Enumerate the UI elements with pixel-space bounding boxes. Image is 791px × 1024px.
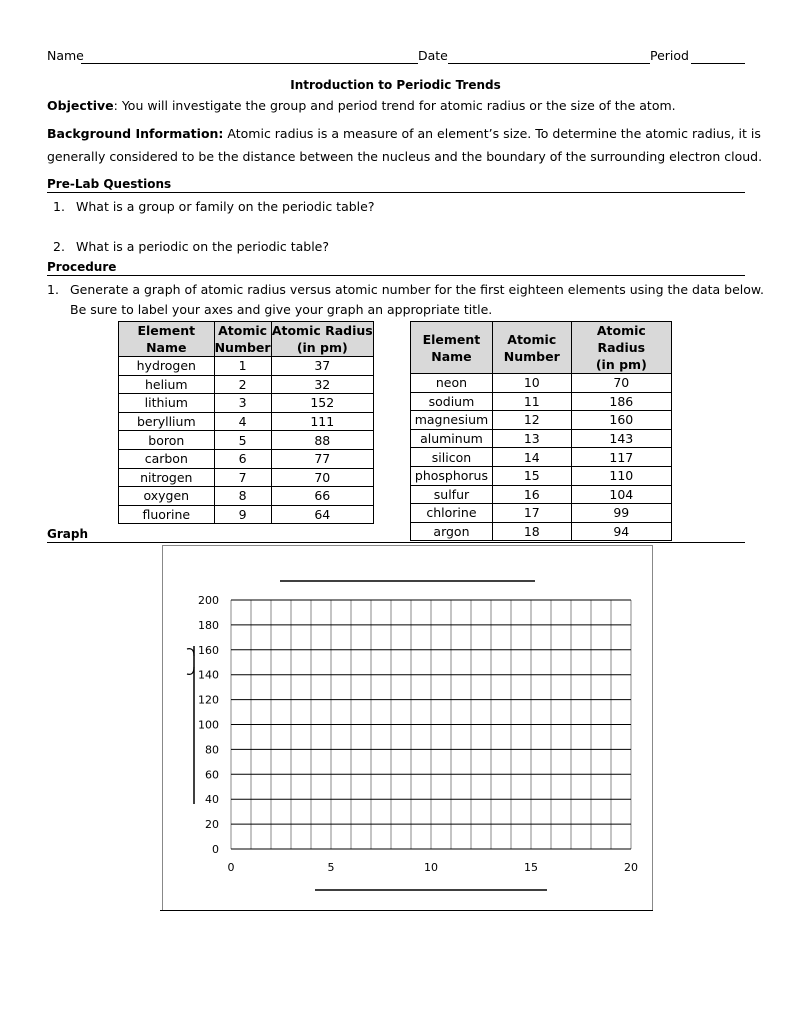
name-label: Name: [47, 48, 84, 63]
background-text-2: generally considered to be the distance between the nucleus and the boundary of the surrounding electron cloud.: [47, 149, 763, 164]
element-name-cell: lithium: [119, 394, 215, 413]
element-name-cell: aluminum: [411, 429, 493, 448]
table-row: [119, 468, 374, 487]
atomic-radius-cell: 143: [571, 429, 671, 448]
graph-frame: [162, 545, 653, 911]
element-table-right: [410, 321, 672, 541]
element-name-cell: silicon: [411, 448, 493, 467]
y-label-bracket-bottom: [187, 667, 194, 674]
atomic-radius-graph: [163, 546, 652, 910]
date-label: Date: [418, 48, 448, 63]
graph-heading: Graph: [47, 527, 745, 543]
atomic-radius-cell: 110: [571, 466, 671, 485]
atomic-number-cell: 6: [214, 449, 271, 468]
page-title: Introduction to Periodic Trends: [290, 78, 501, 92]
table-row: [119, 487, 374, 506]
question-text: What is a group or family on the periodic table?: [76, 199, 375, 214]
name-blank[interactable]: [81, 63, 418, 64]
objective-paragraph: [47, 98, 676, 113]
table-row: [411, 374, 672, 393]
table-row: [411, 411, 672, 430]
header-atomic-number: Atomic Number: [492, 322, 571, 374]
atomic-radius-cell: 152: [271, 394, 373, 413]
y-tick-label: 100: [198, 718, 219, 732]
element-name-cell: hydrogen: [119, 357, 215, 376]
objective-text: : You will investigate the group and period trend for atomic radius or the size of the atom.: [113, 98, 676, 113]
procedure-heading: Procedure: [47, 260, 745, 276]
question-text: What is a periodic on the periodic table?: [76, 239, 330, 254]
atomic-number-cell: 3: [214, 394, 271, 413]
y-label-bracket-top: [187, 649, 194, 656]
header-atomic-number: Atomic Number: [214, 323, 271, 355]
table-row: [119, 357, 374, 376]
element-table-left: [118, 321, 374, 524]
date-blank[interactable]: [448, 63, 650, 64]
atomic-radius-cell: 104: [571, 485, 671, 504]
question-number: 2.: [53, 239, 65, 254]
background-label: Background Information:: [47, 126, 224, 141]
element-name-cell: magnesium: [411, 411, 493, 430]
step-text-line-2: Be sure to label your axes and give your graph an appropriate title.: [70, 302, 493, 317]
atomic-radius-cell: 70: [271, 468, 373, 487]
graph-baseline: [160, 910, 653, 911]
y-tick-label: 20: [205, 818, 219, 832]
atomic-number-cell: 16: [492, 485, 571, 504]
x-tick-label: 0: [227, 861, 235, 874]
atomic-radius-cell: 99: [571, 504, 671, 523]
y-tick-label: 80: [205, 743, 219, 757]
element-name-cell: beryllium: [119, 412, 215, 431]
atomic-radius-cell: 111: [271, 412, 373, 431]
element-name-cell: sulfur: [411, 485, 493, 504]
atomic-radius-cell: 77: [271, 449, 373, 468]
element-name-cell: sodium: [411, 392, 493, 411]
atomic-number-cell: 9: [214, 505, 271, 524]
atomic-number-cell: 8: [214, 487, 271, 506]
table-row: [119, 375, 374, 394]
atomic-number-cell: 5: [214, 431, 271, 450]
period-label: Period: [650, 48, 689, 63]
table-row: [119, 394, 374, 413]
atomic-number-cell: 12: [492, 411, 571, 430]
table-row: [411, 466, 672, 485]
prelab-question-1: [53, 199, 375, 214]
y-tick-label: 200: [198, 594, 219, 607]
atomic-number-cell: 14: [492, 448, 571, 467]
atomic-number-cell: 15: [492, 466, 571, 485]
atomic-number-cell: 10: [492, 374, 571, 393]
header-element-name: Element Name: [119, 322, 215, 357]
element-name-cell: helium: [119, 375, 215, 394]
element-name-cell: oxygen: [119, 487, 215, 506]
header-atomic-radius: Atomic Radius (in pm): [571, 322, 671, 374]
y-tick-label: 120: [198, 693, 219, 707]
procedure-step-1: [47, 282, 764, 297]
x-tick-label: 10: [424, 861, 438, 874]
element-name-cell: fluorine: [119, 505, 215, 524]
background-paragraph: [47, 126, 761, 141]
table-row: [411, 429, 672, 448]
atomic-radius-cell: 88: [271, 431, 373, 450]
table-row: [119, 449, 374, 468]
atomic-radius-cell: 64: [271, 505, 373, 524]
x-tick-label: 5: [327, 861, 335, 874]
question-number: 1.: [53, 199, 65, 214]
prelab-heading: Pre-Lab Questions: [47, 177, 745, 193]
table-row: [119, 412, 374, 431]
element-name-cell: nitrogen: [119, 468, 215, 487]
element-name-cell: phosphorus: [411, 466, 493, 485]
table-row: [411, 504, 672, 523]
table-header-row: [119, 322, 374, 357]
header-element-name: Element Name: [411, 322, 493, 374]
element-name-cell: argon: [411, 522, 493, 541]
table-row: [411, 448, 672, 467]
period-blank[interactable]: [691, 63, 745, 64]
atomic-number-cell: 7: [214, 468, 271, 487]
y-tick-label: 60: [205, 768, 219, 782]
table-row: [119, 505, 374, 524]
atomic-number-cell: 4: [214, 412, 271, 431]
step-text-line-1: Generate a graph of atomic radius versus atomic number for the first eighteen elements using the data below.: [70, 282, 764, 297]
table-row: [411, 392, 672, 411]
element-name-cell: chlorine: [411, 504, 493, 523]
table-row: [411, 485, 672, 504]
y-tick-label: 140: [198, 668, 219, 682]
step-number: 1.: [47, 282, 59, 297]
table-header-row: [411, 322, 672, 374]
atomic-radius-cell: 117: [571, 448, 671, 467]
y-tick-label: 180: [198, 618, 219, 632]
atomic-number-cell: 18: [492, 522, 571, 541]
atomic-number-cell: 1: [214, 357, 271, 376]
atomic-radius-cell: 94: [571, 522, 671, 541]
atomic-radius-cell: 37: [271, 357, 373, 376]
atomic-number-cell: 2: [214, 375, 271, 394]
element-name-cell: carbon: [119, 449, 215, 468]
y-tick-label: 0: [212, 843, 219, 856]
background-text-1: Atomic radius is a measure of an element’s size. To determine the atomic radius, it is: [223, 126, 761, 141]
atomic-radius-cell: 160: [571, 411, 671, 430]
atomic-number-cell: 17: [492, 504, 571, 523]
x-tick-label: 15: [524, 861, 538, 874]
student-header: [47, 48, 745, 66]
atomic-number-cell: 11: [492, 392, 571, 411]
atomic-radius-cell: 186: [571, 392, 671, 411]
table-row: [119, 431, 374, 450]
element-name-cell: neon: [411, 374, 493, 393]
objective-label: Objective: [47, 98, 114, 113]
atomic-radius-cell: 32: [271, 375, 373, 394]
y-tick-label: 160: [198, 643, 219, 657]
atomic-number-cell: 13: [492, 429, 571, 448]
x-tick-label: 20: [624, 861, 638, 874]
y-tick-label: 40: [205, 793, 219, 807]
prelab-question-2: [53, 239, 330, 254]
element-name-cell: boron: [119, 431, 215, 450]
atomic-radius-cell: 70: [571, 374, 671, 393]
header-atomic-radius: Atomic Radius (in pm): [271, 323, 373, 355]
atomic-radius-cell: 66: [271, 487, 373, 506]
